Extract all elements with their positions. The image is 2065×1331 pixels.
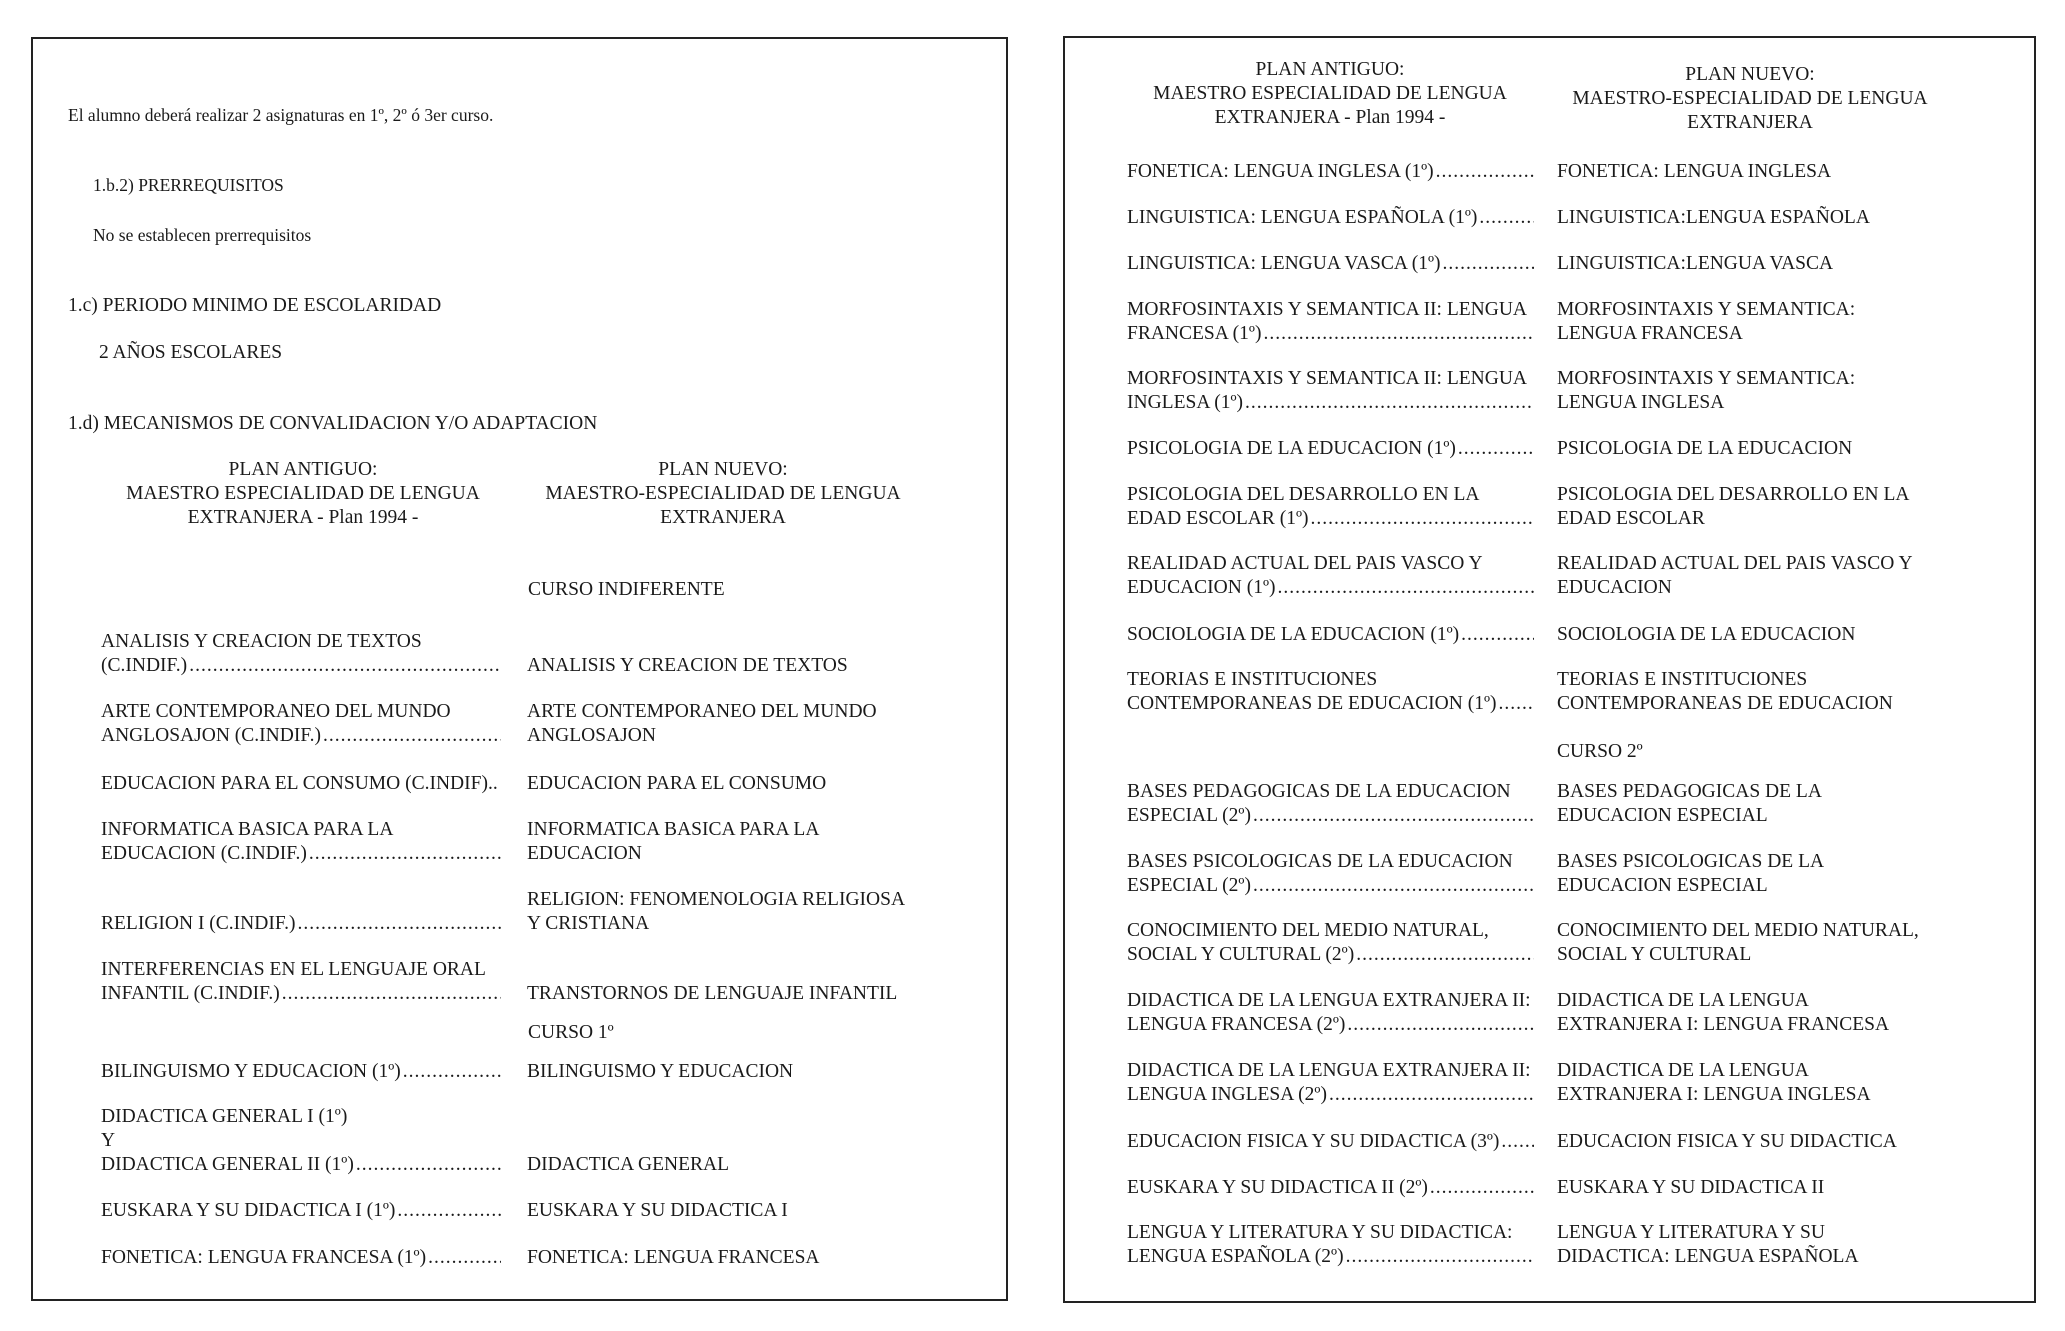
left-head-old: [93, 458, 513, 530]
new-plan-cell: [1557, 623, 1977, 647]
new-plan-cell: [527, 958, 947, 1006]
table-row: [1065, 623, 2034, 647]
new-plan-text: INFORMATICA BASICA PARA LA: [527, 819, 820, 840]
old-plan-line: [101, 724, 501, 748]
old-plan-text: RELIGION I (C.INDIF.): [101, 913, 296, 934]
head-line: PLAN ANTIGUO:: [1255, 59, 1405, 80]
new-plan-text: EDUCACION ESPECIAL: [1557, 875, 1768, 896]
new-plan-cell: [1557, 1059, 1977, 1107]
new-plan-text: BASES PEDAGOGICAS DE LA: [1557, 781, 1822, 802]
old-plan-text: INFANTIL (C.INDIF.): [101, 983, 280, 1004]
old-plan-text: ESPECIAL (2º): [1127, 875, 1251, 896]
new-plan-text: DIDACTICA GENERAL: [527, 1154, 730, 1175]
new-plan-cell: [527, 772, 947, 796]
new-plan-cell: [1557, 989, 1977, 1037]
new-plan-cell: [1557, 252, 1977, 276]
table-row: [33, 958, 1006, 1006]
old-plan-line: [1127, 160, 1534, 184]
table-row: [33, 630, 1006, 678]
old-plan-cell: [1127, 1130, 1534, 1154]
old-plan-line: [1127, 322, 1534, 346]
dot-leader: [356, 1153, 501, 1177]
new-plan-text: TEORIAS E INSTITUCIONES: [1557, 669, 1808, 690]
dot-leader: [500, 772, 501, 796]
old-plan-text: Y: [101, 1130, 116, 1151]
old-plan-text: EDUCACION FISICA Y SU DIDACTICA (3º): [1127, 1131, 1500, 1152]
old-plan-text: EDAD ESCOLAR (1º): [1127, 508, 1309, 529]
table-row: [1065, 850, 2034, 898]
old-plan-line: [101, 654, 501, 678]
old-plan-text: BILINGUISMO Y EDUCACION (1º): [101, 1061, 401, 1082]
old-plan-text: EUSKARA Y SU DIDACTICA I (1º): [101, 1200, 396, 1221]
new-plan-cell: [1557, 850, 1977, 898]
dot-leader: [1346, 1245, 1534, 1269]
new-plan-cell: [527, 630, 947, 678]
new-plan-cell: [527, 700, 947, 748]
old-plan-cell: [1127, 552, 1534, 600]
old-plan-line: [101, 842, 501, 866]
new-plan-text: FONETICA: LENGUA FRANCESA: [527, 1247, 820, 1268]
table-row: [1065, 483, 2034, 531]
old-plan-text: LENGUA Y LITERATURA Y SU DIDACTICA:: [1127, 1222, 1513, 1243]
new-plan-text: EDUCACION: [1557, 577, 1672, 598]
old-plan-cell: [1127, 1176, 1534, 1200]
old-plan-text: LENGUA ESPAÑOLA (2º): [1127, 1246, 1344, 1267]
old-plan-text: LINGUISTICA: LENGUA ESPAÑOLA (1º): [1127, 207, 1478, 228]
head-line: MAESTRO ESPECIALIDAD DE LENGUA: [1153, 83, 1507, 104]
old-plan-text: SOCIOLOGIA DE LA EDUCACION (1º): [1127, 624, 1460, 645]
old-plan-cell: [1127, 780, 1534, 828]
old-plan-line: [1127, 874, 1534, 898]
old-plan-text: INGLESA (1º): [1127, 392, 1243, 413]
old-plan-line: [1127, 1130, 1534, 1154]
old-plan-line: [1127, 252, 1534, 276]
new-plan-text: LINGUISTICA:LENGUA ESPAÑOLA: [1557, 207, 1870, 228]
dot-leader: [1311, 507, 1534, 531]
old-plan-cell: [1127, 623, 1534, 647]
new-plan-text: CONOCIMIENTO DEL MEDIO NATURAL,: [1557, 920, 1919, 941]
old-plan-text: PSICOLOGIA DEL DESARROLLO EN LA: [1127, 484, 1480, 505]
new-plan-cell: [1557, 552, 1977, 600]
old-plan-text: FONETICA: LENGUA FRANCESA (1º): [101, 1247, 427, 1268]
old-plan-text: MORFOSINTAXIS Y SEMANTICA II: LENGUA: [1127, 368, 1527, 389]
new-plan-text: MORFOSINTAXIS Y SEMANTICA:: [1557, 299, 1856, 320]
old-plan-text: ESPECIAL (2º): [1127, 805, 1251, 826]
new-plan-text: EDUCACION PARA EL CONSUMO: [527, 773, 827, 794]
old-plan-line: [1127, 943, 1534, 967]
dot-leader: [403, 1060, 501, 1084]
table-row: [1065, 206, 2034, 230]
old-plan-text: MORFOSINTAXIS Y SEMANTICA II: LENGUA: [1127, 299, 1527, 320]
right-page: [1063, 36, 2036, 1303]
new-plan-text: SOCIOLOGIA DE LA EDUCACION: [1557, 624, 1856, 645]
dot-leader: [1278, 576, 1535, 600]
new-plan-text: BILINGUISMO Y EDUCACION: [527, 1061, 794, 1082]
new-plan-text: LENGUA INGLESA: [1557, 392, 1725, 413]
new-plan-text: ANALISIS Y CREACION DE TEXTOS: [527, 655, 848, 676]
dot-leader: [1501, 1130, 1534, 1154]
table-row: [33, 888, 1006, 936]
new-plan-cell: [1557, 437, 1977, 461]
dot-leader: [189, 654, 501, 678]
old-plan-cell: [1127, 1221, 1534, 1269]
old-plan-text: DIDACTICA GENERAL I (1º): [101, 1106, 348, 1127]
old-plan-line: [101, 1246, 501, 1270]
new-plan-cell: [527, 1199, 947, 1223]
old-plan-text: REALIDAD ACTUAL DEL PAIS VASCO Y: [1127, 553, 1483, 574]
old-plan-text: DIDACTICA DE LA LENGUA EXTRANJERA II:: [1127, 990, 1531, 1011]
old-plan-line: [1127, 1245, 1534, 1269]
dot-leader: [1458, 437, 1534, 461]
periodo-heading: 1.c) PERIODO MINIMO DE ESCOLARIDAD: [68, 295, 442, 316]
new-plan-text: SOCIAL Y CULTURAL: [1557, 944, 1752, 965]
new-plan-text: LINGUISTICA:LENGUA VASCA: [1557, 253, 1834, 274]
old-plan-text: ANALISIS Y CREACION DE TEXTOS: [101, 631, 422, 652]
old-plan-cell: [1127, 668, 1534, 716]
new-plan-cell: [527, 1105, 947, 1177]
new-plan-text: PSICOLOGIA DEL DESARROLLO EN LA: [1557, 484, 1910, 505]
new-plan-cell: [527, 1246, 947, 1270]
old-plan-cell: [1127, 483, 1534, 531]
new-plan-text: LENGUA FRANCESA: [1557, 323, 1743, 344]
new-plan-text: EUSKARA Y SU DIDACTICA I: [527, 1200, 788, 1221]
new-plan-cell: [1557, 1176, 1977, 1200]
dot-leader: [309, 842, 501, 866]
dot-leader: [1329, 1083, 1534, 1107]
old-plan-text: BASES PEDAGOGICAS DE LA EDUCACION: [1127, 781, 1511, 802]
new-plan-cell: [1557, 1221, 1977, 1269]
dot-leader: [298, 912, 502, 936]
table-row: [33, 818, 1006, 866]
table-row: [1065, 668, 2034, 716]
new-plan-text: PSICOLOGIA DE LA EDUCACION: [1557, 438, 1853, 459]
new-plan-text: EDUCACION: [527, 843, 642, 864]
old-plan-line: [1127, 437, 1534, 461]
head-line: PLAN NUEVO:: [658, 459, 788, 480]
dot-leader: [397, 1199, 501, 1223]
new-plan-text: REALIDAD ACTUAL DEL PAIS VASCO Y: [1557, 553, 1913, 574]
intro-text: El alumno deberá realizar 2 asignaturas en 1º, 2º ó 3er curso.: [68, 105, 494, 125]
new-plan-text: ARTE CONTEMPORANEO DEL MUNDO: [527, 701, 877, 722]
old-plan-cell: [101, 700, 501, 748]
new-plan-text: EDUCACION ESPECIAL: [1557, 805, 1768, 826]
prereq-heading: 1.b.2) PRERREQUISITOS: [93, 175, 284, 195]
dot-leader: [1263, 322, 1534, 346]
mecanismos-heading: 1.d) MECANISMOS DE CONVALIDACION Y/O ADAPTACION: [68, 413, 598, 434]
dot-leader: [1479, 206, 1534, 230]
table-row: [33, 772, 1006, 796]
old-plan-cell: [1127, 298, 1534, 346]
new-plan-text: DIDACTICA DE LA LENGUA: [1557, 990, 1809, 1011]
new-plan-text: ANGLOSAJON: [527, 725, 656, 746]
head-line: PLAN NUEVO:: [1685, 64, 1815, 85]
dot-leader: [1436, 160, 1534, 184]
new-plan-cell: [1557, 206, 1977, 230]
old-plan-text: LENGUA INGLESA (2º): [1127, 1084, 1327, 1105]
curso-2-label: CURSO 2º: [1557, 741, 1643, 762]
old-plan-text: PSICOLOGIA DE LA EDUCACION (1º): [1127, 438, 1456, 459]
old-plan-text: EDUCACION (1º): [1127, 577, 1276, 598]
old-plan-line: [1127, 804, 1534, 828]
right-head-old: [1125, 58, 1535, 130]
new-plan-text: EXTRANJERA I: LENGUA FRANCESA: [1557, 1014, 1890, 1035]
old-plan-text: CONTEMPORANEAS DE EDUCACION (1º): [1127, 693, 1497, 714]
old-plan-text: DIDACTICA DE LA LENGUA EXTRANJERA II:: [1127, 1060, 1531, 1081]
new-plan-text: CONTEMPORANEAS DE EDUCACION: [1557, 693, 1893, 714]
dot-leader: [323, 724, 501, 748]
old-plan-text: SOCIAL Y CULTURAL (2º): [1127, 944, 1355, 965]
new-plan-cell: [527, 888, 947, 936]
new-plan-text: EDUCACION FISICA Y SU DIDACTICA: [1557, 1131, 1897, 1152]
old-plan-line: [1127, 507, 1534, 531]
dot-leader: [1461, 623, 1534, 647]
old-plan-cell: [1127, 919, 1534, 967]
table-row: [33, 1199, 1006, 1223]
new-plan-text: LENGUA Y LITERATURA Y SU: [1557, 1222, 1825, 1243]
old-plan-text: ARTE CONTEMPORANEO DEL MUNDO: [101, 701, 451, 722]
dot-leader: [1430, 1176, 1534, 1200]
old-plan-text: EDUCACION (C.INDIF.): [101, 843, 307, 864]
curso-indiferente-label: CURSO INDIFERENTE: [528, 579, 725, 600]
new-plan-text: RELIGION: FENOMENOLOGIA RELIGIOSA: [527, 889, 906, 910]
new-plan-cell: [1557, 1130, 1977, 1154]
old-plan-cell: [1127, 206, 1534, 230]
old-plan-cell: [101, 630, 501, 678]
old-plan-line: [1127, 576, 1534, 600]
table-row: [1065, 1221, 2034, 1269]
old-plan-line: [101, 982, 501, 1006]
old-plan-line: [1127, 623, 1534, 647]
old-plan-line: [1127, 1083, 1534, 1107]
old-plan-text: LINGUISTICA: LENGUA VASCA (1º): [1127, 253, 1441, 274]
old-plan-cell: [101, 958, 501, 1006]
new-plan-cell: [1557, 780, 1977, 828]
table-row: [1065, 780, 2034, 828]
old-plan-cell: [1127, 1059, 1534, 1107]
old-plan-cell: [101, 1199, 501, 1223]
head-line: MAESTRO-ESPECIALIDAD DE LENGUA: [1572, 88, 1928, 109]
head-line: PLAN ANTIGUO:: [228, 459, 378, 480]
new-plan-cell: [527, 1060, 947, 1084]
head-line: EXTRANJERA - Plan 1994 -: [1214, 107, 1446, 128]
table-row: [1065, 552, 2034, 600]
new-plan-text: EDAD ESCOLAR: [1557, 508, 1705, 529]
new-plan-cell: [1557, 367, 1977, 415]
new-plan-cell: [1557, 483, 1977, 531]
old-plan-cell: [1127, 252, 1534, 276]
old-plan-text: EDUCACION PARA EL CONSUMO (C.INDIF)..: [101, 773, 498, 794]
old-plan-text: INFORMATICA BASICA PARA LA: [101, 819, 394, 840]
new-plan-text: DIDACTICA: LENGUA ESPAÑOLA: [1557, 1246, 1859, 1267]
old-plan-text: EUSKARA Y SU DIDACTICA II (2º): [1127, 1177, 1428, 1198]
old-plan-line: [101, 772, 501, 796]
old-plan-line: [101, 912, 501, 936]
old-plan-line: [1127, 1013, 1534, 1037]
old-plan-line: [1127, 206, 1534, 230]
table-row: [33, 1246, 1006, 1270]
old-plan-cell: [101, 888, 501, 936]
table-row: [1065, 1130, 2034, 1154]
new-plan-cell: [1557, 298, 1977, 346]
dot-leader: [1356, 943, 1534, 967]
old-plan-text: TEORIAS E INSTITUCIONES: [1127, 669, 1378, 690]
old-plan-text: LENGUA FRANCESA (2º): [1127, 1014, 1346, 1035]
head-line: EXTRANJERA: [660, 507, 786, 528]
old-plan-cell: [1127, 160, 1534, 184]
table-row: [33, 1105, 1006, 1177]
new-plan-text: TRANSTORNOS DE LENGUAJE INFANTIL: [527, 983, 898, 1004]
old-plan-cell: [101, 1060, 501, 1084]
table-row: [1065, 1059, 2034, 1107]
old-plan-cell: [1127, 989, 1534, 1037]
old-plan-line: [1127, 391, 1534, 415]
new-plan-text: BASES PSICOLOGICAS DE LA: [1557, 851, 1825, 872]
old-plan-line: [101, 1153, 501, 1177]
dot-leader: [1443, 252, 1534, 276]
dot-leader: [1347, 1013, 1534, 1037]
old-plan-cell: [101, 818, 501, 866]
dot-leader: [428, 1246, 501, 1270]
old-plan-line: [101, 1199, 501, 1223]
old-plan-cell: [101, 1246, 501, 1270]
old-plan-text: INTERFERENCIAS EN EL LENGUAJE ORAL: [101, 959, 486, 980]
old-plan-cell: [101, 1105, 501, 1177]
head-line: MAESTRO-ESPECIALIDAD DE LENGUA: [545, 483, 901, 504]
prereq-text: No se establecen prerrequisitos: [93, 225, 312, 245]
new-plan-text: EUSKARA Y SU DIDACTICA II: [1557, 1177, 1825, 1198]
table-row: [1065, 437, 2034, 461]
table-row: [33, 700, 1006, 748]
table-row: [1065, 919, 2034, 967]
new-plan-text: DIDACTICA DE LA LENGUA: [1557, 1060, 1809, 1081]
new-plan-cell: [1557, 919, 1977, 967]
periodo-text: 2 AÑOS ESCOLARES: [99, 342, 283, 363]
old-plan-text: FRANCESA (1º): [1127, 323, 1262, 344]
old-plan-line: [1127, 692, 1534, 716]
new-plan-text: EXTRANJERA I: LENGUA INGLESA: [1557, 1084, 1871, 1105]
new-plan-text: FONETICA: LENGUA INGLESA: [1557, 161, 1832, 182]
left-page: [31, 37, 1008, 1301]
new-plan-text: MORFOSINTAXIS Y SEMANTICA:: [1557, 368, 1856, 389]
head-line: MAESTRO ESPECIALIDAD DE LENGUA: [126, 483, 480, 504]
old-plan-line: [101, 1060, 501, 1084]
dot-leader: [1253, 804, 1534, 828]
new-plan-cell: [1557, 668, 1977, 716]
table-row: [1065, 298, 2034, 346]
table-row: [1065, 252, 2034, 276]
table-row: [1065, 989, 2034, 1037]
dot-leader: [1253, 874, 1534, 898]
old-plan-cell: [1127, 367, 1534, 415]
old-plan-cell: [101, 772, 501, 796]
new-plan-cell: [527, 818, 947, 866]
table-row: [33, 1060, 1006, 1084]
old-plan-text: ANGLOSAJON (C.INDIF.): [101, 725, 321, 746]
old-plan-text: BASES PSICOLOGICAS DE LA EDUCACION: [1127, 851, 1513, 872]
old-plan-text: FONETICA: LENGUA INGLESA (1º): [1127, 161, 1434, 182]
old-plan-text: DIDACTICA GENERAL II (1º): [101, 1154, 354, 1175]
curso-1-label: CURSO 1º: [528, 1022, 614, 1043]
head-line: EXTRANJERA - Plan 1994 -: [187, 507, 419, 528]
new-plan-text: Y CRISTIANA: [527, 913, 650, 934]
old-plan-text: CONOCIMIENTO DEL MEDIO NATURAL,: [1127, 920, 1489, 941]
old-plan-cell: [1127, 437, 1534, 461]
dot-leader: [1245, 391, 1534, 415]
old-plan-text: (C.INDIF.): [101, 655, 188, 676]
dot-leader: [282, 982, 501, 1006]
table-row: [1065, 1176, 2034, 1200]
right-head-new: [1545, 63, 1955, 135]
left-head-new: [523, 458, 923, 530]
dot-leader: [1499, 692, 1534, 716]
old-plan-line: [1127, 1176, 1534, 1200]
new-plan-cell: [1557, 160, 1977, 184]
old-plan-cell: [1127, 850, 1534, 898]
table-row: [1065, 367, 2034, 415]
head-line: EXTRANJERA: [1687, 112, 1813, 133]
table-row: [1065, 160, 2034, 184]
